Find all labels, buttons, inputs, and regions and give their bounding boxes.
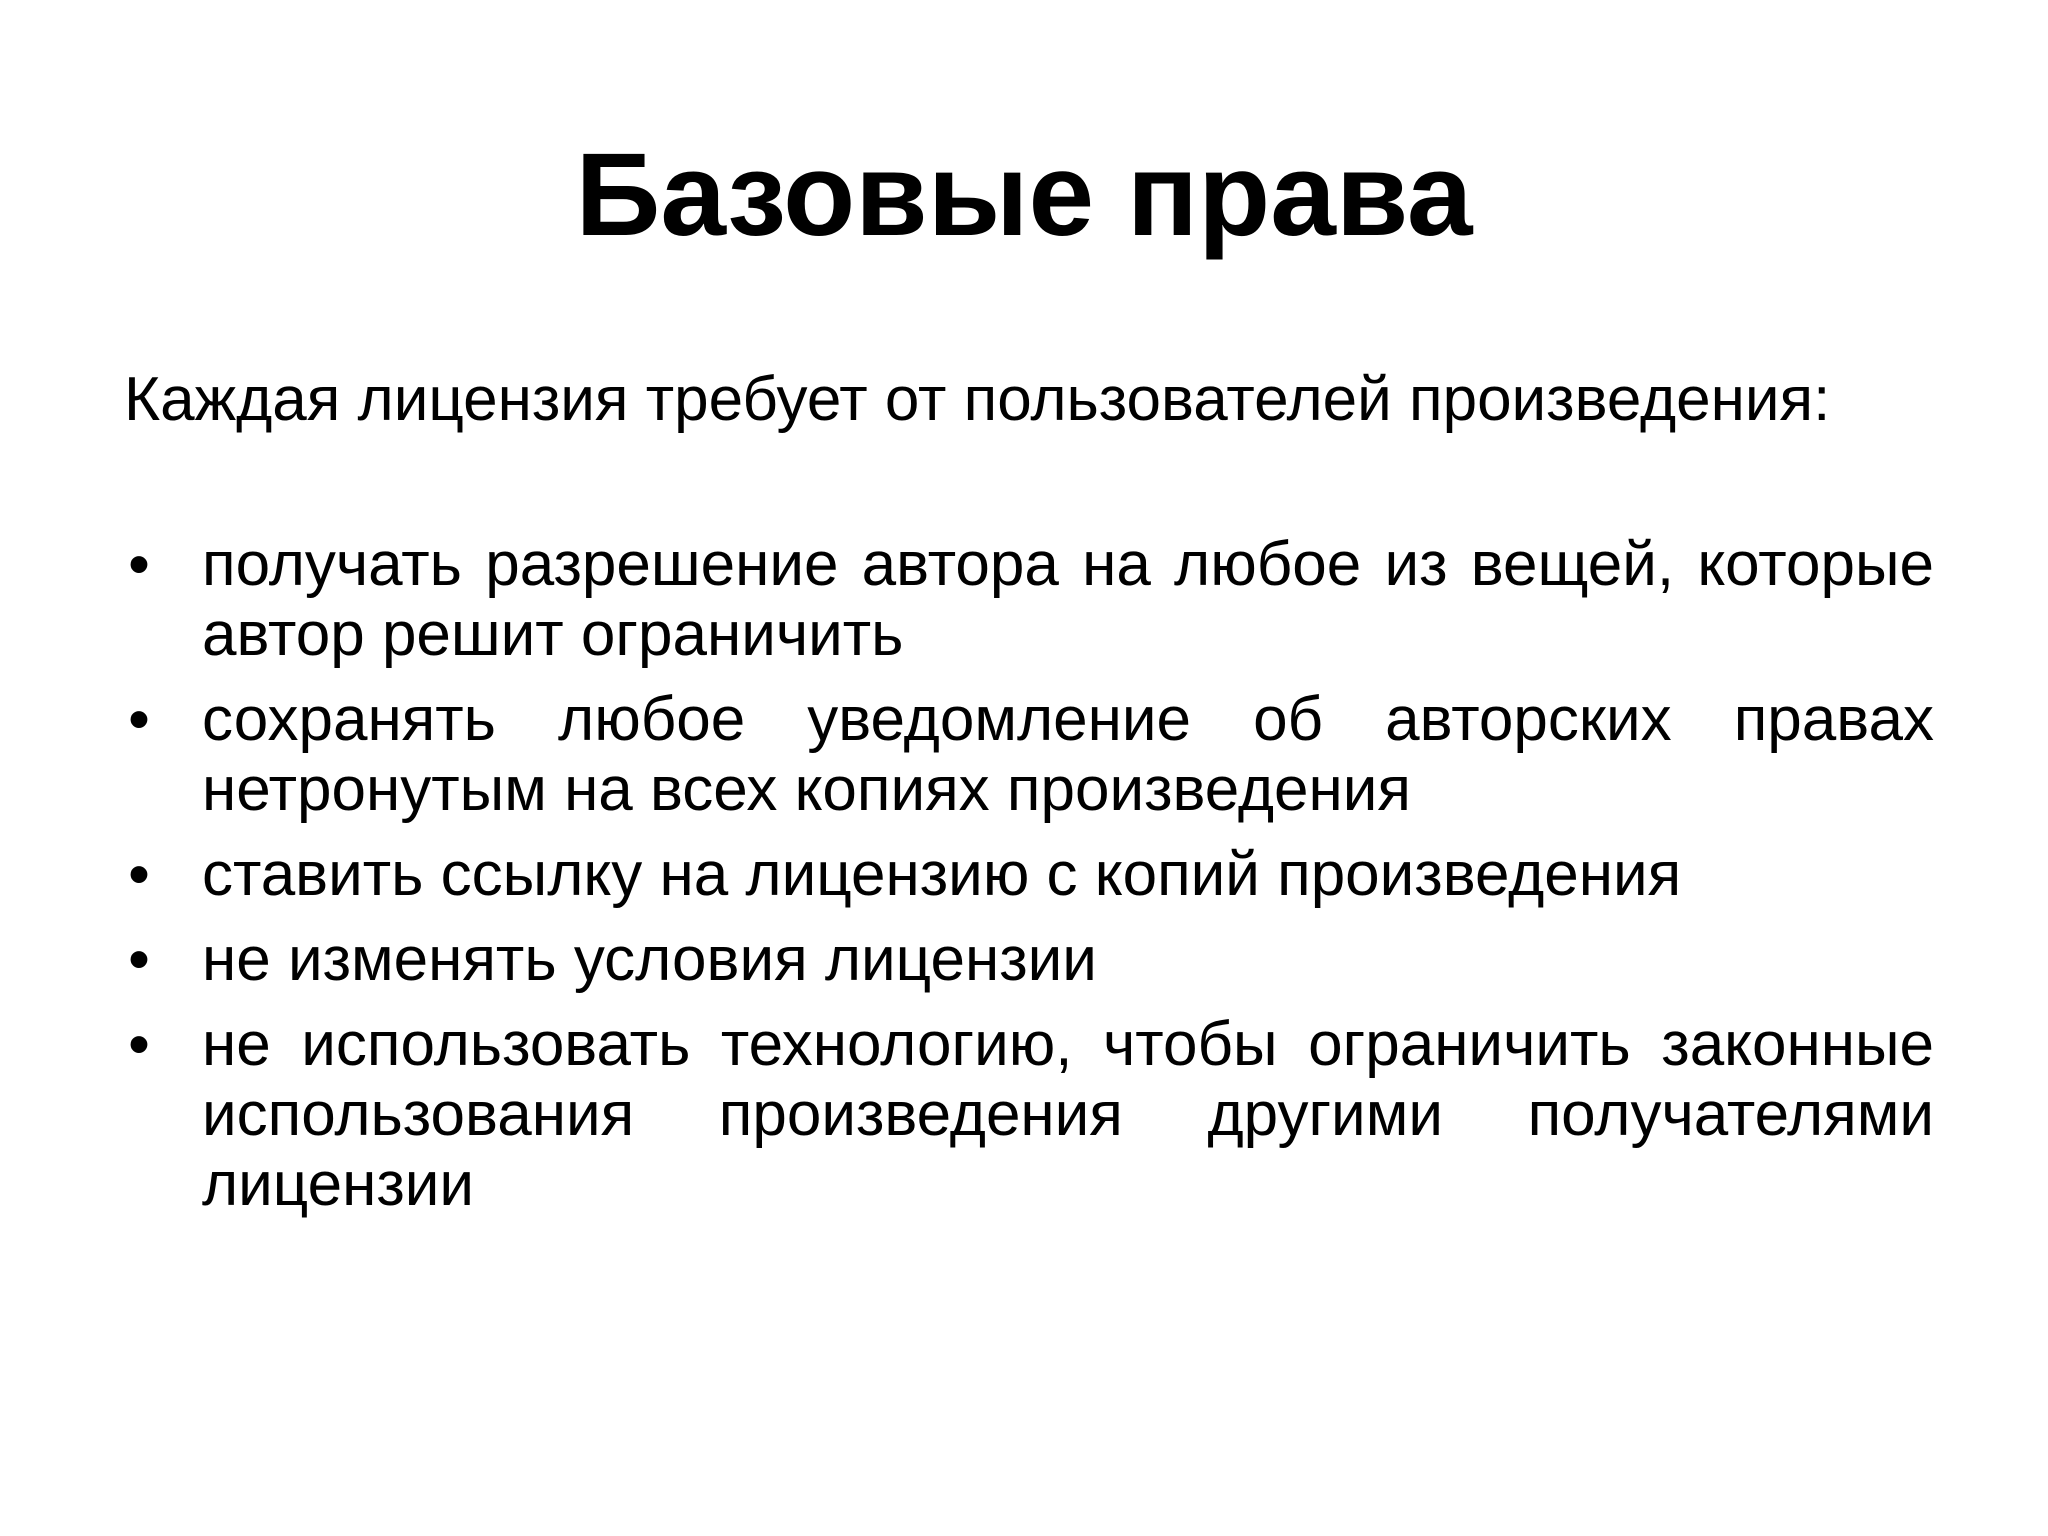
bullet-icon: • [128, 530, 150, 599]
bullet-icon: • [128, 1010, 150, 1079]
bullet-list [124, 530, 1934, 1235]
list-item [124, 530, 1934, 670]
slide-title: Базовые права [575, 129, 1473, 261]
list-item-text: не использовать технологию, чтобы ограничить законные использования произведения другими получателями лицензии [202, 1010, 1934, 1219]
list-item-text: не изменять условия лицензии [202, 925, 1097, 994]
list-item-text: получать разрешение автора на любое из вещей, которые автор решит ограничить [202, 530, 1934, 669]
list-item-text: ставить ссылку на лицензию с копий произведения [202, 840, 1682, 909]
list-item [124, 840, 1934, 910]
bullet-icon: • [128, 685, 150, 754]
list-item [124, 1010, 1934, 1220]
intro-text: Каждая лицензия требует от пользователей произведения: [124, 365, 1831, 434]
list-item [124, 925, 1934, 995]
list-item [124, 685, 1934, 825]
list-item-text: сохранять любое уведомление об авторских правах нетронутым на всех копиях произведения [202, 685, 1934, 824]
bullet-icon: • [128, 840, 150, 909]
bullet-icon: • [128, 925, 150, 994]
